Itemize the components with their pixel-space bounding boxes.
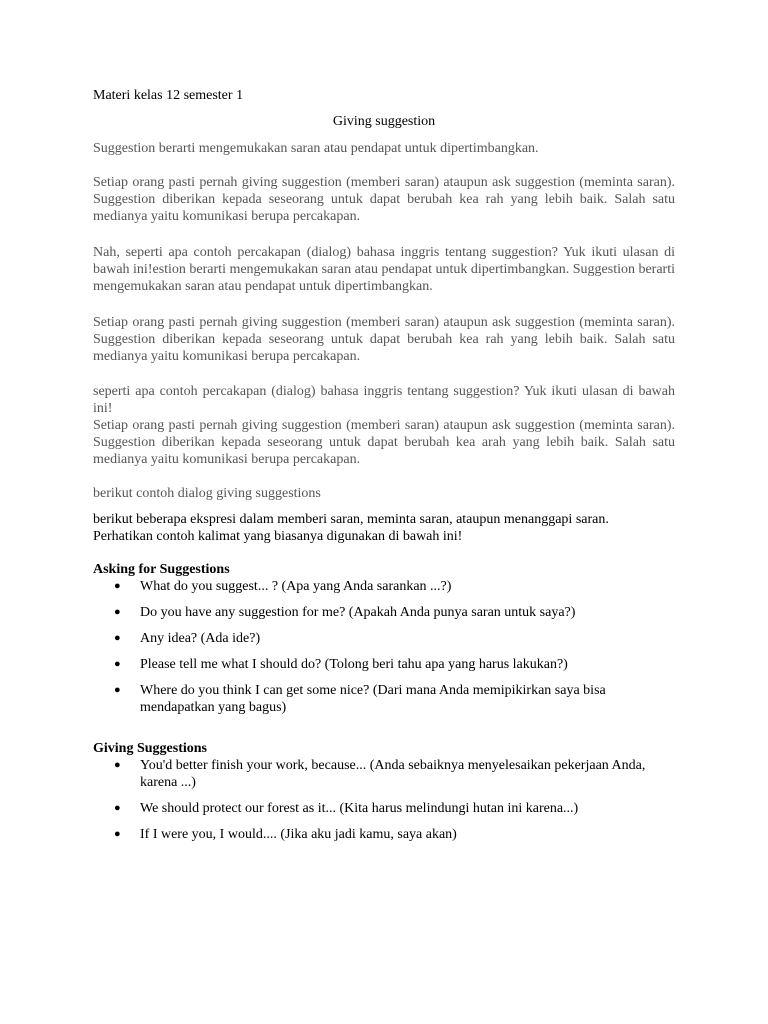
paragraph: Nah, seperti apa contoh percakapan (dialog) bahasa inggris tentang suggestion? Yuk ikuti ulasan di bawah ini!estion berarti mengemukakan saran atau pendapat untuk dipertimbangkan. Suggestion berarti mengemukakan saran atau pendapat untuk dipertimbangkan. xyxy=(93,245,675,294)
list-item xyxy=(93,682,675,716)
list-item-text: Please tell me what I should do? (Tolong beri tahu apa yang harus lakukan?) xyxy=(140,657,568,672)
list-item-text: If I were you, I would.... (Jika aku jadi kamu, saya akan) xyxy=(140,827,457,842)
bullet-icon: ● xyxy=(114,580,121,592)
paragraph: Perhatikan contoh kalimat yang biasanya digunakan di bawah ini! xyxy=(93,529,463,544)
list-item xyxy=(93,578,675,595)
list-item-text: Where do you think I can get some nice? (Dari mana Anda memipikirkan saya bisa mendapatkan yang bagus) xyxy=(140,683,606,715)
bullet-icon: ● xyxy=(114,828,121,840)
list-item xyxy=(93,800,675,817)
asking-section-title: Asking for Suggestions xyxy=(93,562,230,577)
paragraph: seperti apa contoh percakapan (dialog) bahasa inggris tentang suggestion? Yuk ikuti ulasan di bawah ini! xyxy=(93,384,675,416)
paragraph: Suggestion berarti mengemukakan saran atau pendapat untuk dipertimbangkan. xyxy=(93,141,539,156)
bullet-icon: ● xyxy=(114,606,121,618)
giving-list xyxy=(93,757,675,843)
list-item xyxy=(93,630,675,647)
list-item xyxy=(93,656,675,673)
paragraph: Setiap orang pasti pernah giving suggestion (memberi saran) ataupun ask suggestion (meminta saran). Suggestion diberikan kepada seseorang untuk dapat berubah kea rah yang lebih baik. Salah satu medianya yaitu komunikasi berupa percakapan. xyxy=(93,175,675,224)
paragraph: berikut contoh dialog giving suggestions xyxy=(93,486,321,501)
bullet-icon: ● xyxy=(114,658,121,670)
asking-list xyxy=(93,578,675,716)
paragraph: Setiap orang pasti pernah giving suggestion (memberi saran) ataupun ask suggestion (meminta saran). Suggestion diberikan kepada seseorang untuk dapat berubah kea arah yang lebih baik. Salah satu medianya yaitu komunikasi berupa percakapan. xyxy=(93,418,675,467)
paragraph: berikut beberapa ekspresi dalam memberi saran, meminta saran, ataupun menanggapi saran. xyxy=(93,512,609,527)
paragraph: Setiap orang pasti pernah giving suggestion (memberi saran) ataupun ask suggestion (meminta saran). Suggestion diberikan kepada seseorang untuk dapat berubah kea rah yang lebih baik. Salah satu medianya yaitu komunikasi berupa percakapan. xyxy=(93,315,675,364)
list-item xyxy=(93,604,675,621)
giving-section-title: Giving Suggestions xyxy=(93,741,207,756)
list-item-text: Any idea? (Ada ide?) xyxy=(140,631,261,646)
bullet-icon: ● xyxy=(114,632,121,644)
list-item-text: What do you suggest... ? (Apa yang Anda sarankan ...?) xyxy=(140,579,452,594)
list-item xyxy=(93,826,675,843)
list-item-text: Do you have any suggestion for me? (Apakah Anda punya saran untuk saya?) xyxy=(140,605,576,620)
document-heading: Materi kelas 12 semester 1 xyxy=(93,88,244,103)
document-title: Giving suggestion xyxy=(332,114,436,129)
list-item xyxy=(93,757,675,791)
bullet-icon: ● xyxy=(114,684,121,696)
list-item-text: We should protect our forest as it... (Kita harus melindungi hutan ini karena...) xyxy=(140,801,579,816)
bullet-icon: ● xyxy=(114,759,121,771)
list-item-text: You'd better finish your work, because... (Anda sebaiknya menyelesaikan pekerjaan Anda, karena ...) xyxy=(140,758,646,790)
bullet-icon: ● xyxy=(114,802,121,814)
